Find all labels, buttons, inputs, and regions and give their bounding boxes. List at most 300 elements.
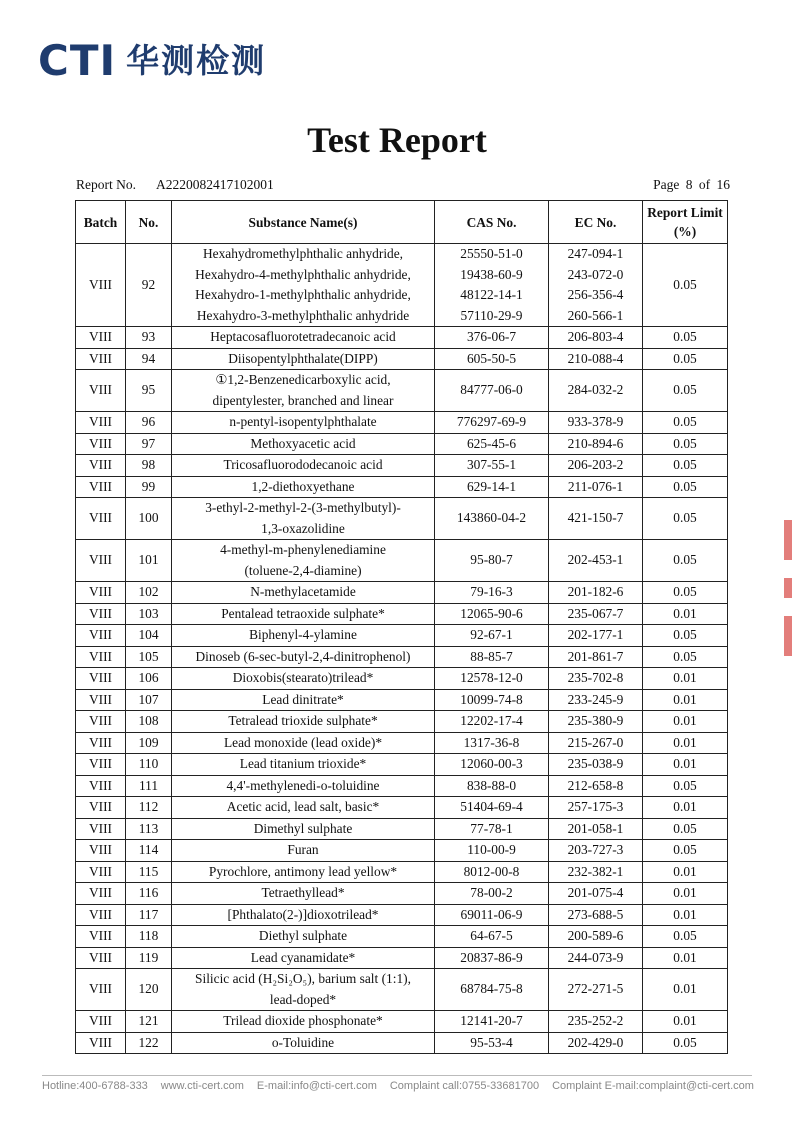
- cell-report-limit: 0.05: [643, 348, 728, 370]
- cell-ec-no: [549, 412, 643, 434]
- cell-cas-no: [435, 646, 549, 668]
- header-ec-no: EC No.: [549, 201, 643, 244]
- table-row: [76, 969, 728, 1011]
- cell-no: 110: [126, 754, 172, 776]
- cell-substance-name: [172, 969, 435, 1011]
- cell-cas-no-line: 79-16-3: [470, 584, 513, 599]
- cell-substance-name-line: 3-ethyl-2-methyl-2-(3-methylbutyl)-: [205, 500, 401, 515]
- cell-batch: VIII: [76, 883, 126, 905]
- cell-batch: VIII: [76, 582, 126, 604]
- cell-ec-no-line: 203-727-3: [567, 842, 624, 857]
- cell-ec-no: [549, 625, 643, 647]
- cell-no: 114: [126, 840, 172, 862]
- page-indicator: [650, 176, 730, 194]
- cell-substance-name: [172, 1011, 435, 1033]
- cell-cas-no: [435, 603, 549, 625]
- table-row: [76, 646, 728, 668]
- cell-ec-no-line: 202-429-0: [567, 1034, 624, 1050]
- cell-substance-name: [172, 540, 435, 582]
- cell-substance-name-line: Hexahydro-4-methylphthalic anhydride,: [195, 266, 411, 282]
- cell-substance-name-line: Pentalead tetraoxide sulphate*: [221, 605, 385, 621]
- cell-report-limit: 0.01: [643, 904, 728, 926]
- cell-ec-no: [549, 668, 643, 690]
- table-row: [76, 797, 728, 819]
- cell-ec-no-line: 211-076-1: [567, 478, 624, 494]
- cell-ec-no-line: 257-175-3: [567, 799, 624, 814]
- cell-batch: VIII: [76, 711, 126, 733]
- cell-report-limit: 0.01: [643, 947, 728, 969]
- cell-substance-name: [172, 498, 435, 540]
- cell-report-limit: 0.05: [643, 582, 728, 604]
- cell-cas-no: [435, 861, 549, 883]
- cell-batch: VIII: [76, 775, 126, 797]
- table-row: [76, 775, 728, 797]
- cell-batch: VIII: [76, 625, 126, 647]
- cell-ec-no: [549, 861, 643, 883]
- cell-ec-no: [549, 926, 643, 948]
- cell-ec-no-line: 284-032-2: [567, 382, 624, 398]
- page-title: Test Report: [307, 120, 487, 160]
- cell-substance-name: [172, 476, 435, 498]
- logo-chinese-text: 华测检测: [126, 41, 267, 80]
- table-row: [76, 540, 728, 582]
- cell-ec-no: [549, 476, 643, 498]
- cell-substance-name-line: [Phthalato(2-)]dioxotrilead*: [227, 906, 379, 922]
- cell-ec-no: [549, 775, 643, 797]
- cell-batch: VIII: [76, 370, 126, 412]
- cell-cas-no: [435, 689, 549, 711]
- cell-ec-no-line: 235-380-9: [567, 713, 624, 728]
- cell-ec-no: [549, 244, 643, 327]
- cell-substance-name-line: Hexahydro-1-methylphthalic anhydride,: [195, 287, 411, 302]
- cell-ec-no: [549, 646, 643, 668]
- cell-ec-no: [549, 433, 643, 455]
- table-row: [76, 926, 728, 948]
- cell-cas-no-line: 10099-74-8: [460, 691, 523, 707]
- header-report-limit: Report Limit (%): [643, 201, 728, 244]
- cell-cas-no-line: 12060-00-3: [460, 756, 523, 771]
- cell-substance-name-line: Biphenyl-4-ylamine: [249, 627, 357, 642]
- cell-report-limit: 0.05: [643, 498, 728, 540]
- cell-ec-no: [549, 603, 643, 625]
- cell-substance-name: [172, 689, 435, 711]
- cell-cas-no-line: 68784-75-8: [460, 981, 523, 997]
- cell-substance-name: [172, 646, 435, 668]
- cell-cas-no: [435, 818, 549, 840]
- cell-ec-no: [549, 498, 643, 540]
- cell-no: 96: [126, 412, 172, 434]
- logo-cti-text: CTI: [38, 36, 117, 85]
- cell-no: 115: [126, 861, 172, 883]
- cell-ec-no-line: 201-182-6: [567, 584, 624, 599]
- cell-substance-name-line: Dimethyl sulphate: [253, 820, 353, 836]
- cell-ec-no: [549, 348, 643, 370]
- cell-batch: VIII: [76, 689, 126, 711]
- table-row: [76, 603, 728, 625]
- cell-ec-no-line: 206-803-4: [567, 329, 624, 344]
- cell-batch: VIII: [76, 1032, 126, 1054]
- cell-no: 117: [126, 904, 172, 926]
- cell-ec-no-line: 201-075-4: [567, 885, 624, 900]
- table-body: [76, 244, 728, 1054]
- cell-batch: VIII: [76, 754, 126, 776]
- cell-substance-name: [172, 947, 435, 969]
- cell-substance-name-line: Acetic acid, lead salt, basic*: [226, 799, 380, 814]
- cell-batch: VIII: [76, 476, 126, 498]
- cell-ec-no: [549, 840, 643, 862]
- cell-cas-no: [435, 754, 549, 776]
- cell-substance-name-line: Tricosafluorododecanoic acid: [223, 457, 383, 472]
- cell-report-limit: 0.01: [643, 754, 728, 776]
- cell-ec-no: [549, 797, 643, 819]
- cell-batch: VIII: [76, 433, 126, 455]
- cell-no: 101: [126, 540, 172, 582]
- cell-no: 94: [126, 348, 172, 370]
- cell-report-limit: 0.05: [643, 476, 728, 498]
- cell-ec-no-line: 421-150-7: [567, 510, 624, 526]
- cell-substance-name-line: Heptacosafluorotetradecanoic acid: [210, 329, 396, 344]
- cell-ec-no: [549, 818, 643, 840]
- cell-report-limit: 0.01: [643, 732, 728, 754]
- header-no: No.: [126, 201, 172, 244]
- side-stamp-mark: [784, 520, 794, 670]
- cell-substance-name: [172, 668, 435, 690]
- cell-ec-no-line: 247-094-1: [567, 246, 624, 261]
- cell-no: 108: [126, 711, 172, 733]
- cell-cas-no-line: 25550-51-0: [460, 246, 523, 261]
- cell-substance-name: [172, 861, 435, 883]
- cell-batch: VIII: [76, 797, 126, 819]
- cell-substance-name-line: Dioxobis(stearato)trilead*: [232, 670, 374, 685]
- cell-cas-no: [435, 711, 549, 733]
- page-word: Page: [653, 177, 680, 192]
- header-batch: Batch: [76, 201, 126, 244]
- cell-report-limit: 0.01: [643, 969, 728, 1011]
- cell-no: 120: [126, 969, 172, 1011]
- cell-substance-name: [172, 370, 435, 412]
- cell-report-limit: 0.05: [643, 625, 728, 647]
- cell-cas-no: [435, 926, 549, 948]
- cell-no: 102: [126, 582, 172, 604]
- cell-batch: VIII: [76, 668, 126, 690]
- cell-substance-name: [172, 883, 435, 905]
- cell-ec-no-line: 243-072-0: [567, 266, 624, 282]
- cell-batch: VIII: [76, 926, 126, 948]
- cell-cas-no: [435, 327, 549, 349]
- report-number: [76, 176, 274, 194]
- cell-cas-no: [435, 840, 549, 862]
- cell-cas-no-line: 629-14-1: [466, 478, 517, 494]
- cell-report-limit: 0.05: [643, 433, 728, 455]
- cell-cas-no-line: 64-67-5: [470, 928, 513, 943]
- cell-cas-no-line: 1317-36-8: [463, 734, 520, 750]
- cell-report-limit: 0.01: [643, 797, 728, 819]
- cell-cas-no: [435, 1032, 549, 1054]
- table-row: [76, 904, 728, 926]
- table-row: [76, 412, 728, 434]
- cell-ec-no-line: 206-203-2: [567, 457, 624, 472]
- table-row: [76, 947, 728, 969]
- cell-substance-name-line: Lead monoxide (lead oxide)*: [223, 734, 383, 750]
- cell-cas-no-line: 95-80-7: [470, 552, 513, 568]
- cell-no: 113: [126, 818, 172, 840]
- cell-substance-name: [172, 412, 435, 434]
- cell-cas-no: [435, 433, 549, 455]
- cell-cas-no: [435, 883, 549, 905]
- cell-ec-no-line: 201-058-1: [567, 820, 624, 836]
- cell-report-limit: 0.05: [643, 775, 728, 797]
- cell-ec-no-line: 256-356-4: [567, 287, 624, 302]
- cell-cas-no-line: 12578-12-0: [460, 670, 523, 685]
- cell-no: 103: [126, 603, 172, 625]
- cell-batch: VIII: [76, 840, 126, 862]
- report-number-label: Report No.: [76, 177, 136, 192]
- cell-ec-no: [549, 904, 643, 926]
- cell-no: 118: [126, 926, 172, 948]
- cell-batch: VIII: [76, 327, 126, 349]
- cell-no: 98: [126, 455, 172, 477]
- cell-batch: VIII: [76, 455, 126, 477]
- cell-cas-no: [435, 732, 549, 754]
- cell-ec-no-line: 215-267-0: [567, 734, 624, 750]
- table-row: [76, 327, 728, 349]
- page-current: 8: [685, 177, 693, 192]
- table-row: [76, 455, 728, 477]
- cell-substance-name: [172, 327, 435, 349]
- footer-complaint-email[interactable]: Complaint E-mail:complaint@cti-cert.com: [552, 1080, 754, 1092]
- cell-ec-no-line: 200-589-6: [567, 928, 624, 943]
- cell-cas-no: [435, 1011, 549, 1033]
- cell-substance-name-line: Silicic acid (H₂Si₂O₅), barium salt (1:1),: [195, 971, 411, 986]
- cell-substance-name-line: lead-doped*: [269, 991, 337, 1007]
- cell-cas-no-line: 605-50-5: [466, 350, 517, 366]
- cell-substance-name-line: Hexahydro-3-methylphthalic anhydride: [196, 307, 410, 323]
- cell-ec-no: [549, 540, 643, 582]
- cell-cas-no-line: 12065-90-6: [460, 605, 523, 621]
- table-row: [76, 883, 728, 905]
- cell-cas-no-line: 78-00-2: [470, 885, 513, 900]
- table-row: [76, 1011, 728, 1033]
- cell-no: 99: [126, 476, 172, 498]
- cell-substance-name: [172, 754, 435, 776]
- cell-ec-no: [549, 883, 643, 905]
- table-row: [76, 711, 728, 733]
- cell-ec-no-line: 210-894-6: [567, 435, 624, 451]
- cell-substance-name-line: Diisopentylphthalate(DIPP): [228, 350, 378, 366]
- footer: [42, 1080, 754, 1092]
- cell-substance-name: [172, 732, 435, 754]
- cell-report-limit: 0.05: [643, 1032, 728, 1054]
- cell-ec-no-line: 235-252-2: [567, 1013, 624, 1028]
- cell-cas-no: [435, 540, 549, 582]
- cell-cas-no-line: 19438-60-9: [460, 266, 523, 282]
- cell-cas-no: [435, 412, 549, 434]
- cell-cas-no-line: 776297-69-9: [456, 414, 527, 429]
- cell-batch: VIII: [76, 348, 126, 370]
- cell-substance-name-line: Tetraethyllead*: [261, 885, 345, 900]
- table-row: [76, 370, 728, 412]
- cell-report-limit: 0.01: [643, 603, 728, 625]
- cell-ec-no: [549, 582, 643, 604]
- cell-substance-name-line: dipentylester, branched and linear: [212, 392, 394, 408]
- cell-no: 105: [126, 646, 172, 668]
- cell-report-limit: 0.01: [643, 668, 728, 690]
- cell-substance-name: [172, 625, 435, 647]
- cell-report-limit: 0.05: [643, 327, 728, 349]
- cell-substance-name: [172, 582, 435, 604]
- table-row: [76, 1032, 728, 1054]
- cell-substance-name-line: 1,3-oxazolidine: [261, 520, 345, 536]
- cell-cas-no: [435, 947, 549, 969]
- cell-no: 93: [126, 327, 172, 349]
- cell-cas-no-line: 307-55-1: [466, 457, 517, 472]
- cell-no: 111: [126, 775, 172, 797]
- cell-substance-name-line: n-pentyl-isopentylphthalate: [229, 414, 377, 429]
- table-row: [76, 818, 728, 840]
- cell-no: 92: [126, 244, 172, 327]
- cell-cas-no-line: 12141-20-7: [460, 1013, 523, 1028]
- cell-batch: VIII: [76, 540, 126, 582]
- cell-report-limit: 0.01: [643, 861, 728, 883]
- cell-cas-no-line: 376-06-7: [466, 329, 517, 344]
- cell-substance-name-line: Trilead dioxide phosphonate*: [223, 1013, 383, 1028]
- cell-ec-no: [549, 455, 643, 477]
- cell-ec-no: [549, 969, 643, 1011]
- cell-substance-name-line: Diethyl sulphate: [258, 928, 348, 943]
- cell-cas-no: [435, 370, 549, 412]
- cell-cas-no: [435, 348, 549, 370]
- footer-divider: [42, 1075, 752, 1076]
- cell-substance-name: [172, 797, 435, 819]
- cell-no: 100: [126, 498, 172, 540]
- cell-substance-name-line: (toluene-2,4-diamine): [244, 562, 362, 578]
- cell-batch: VIII: [76, 904, 126, 926]
- cell-report-limit: 0.01: [643, 689, 728, 711]
- cell-ec-no-line: 260-566-1: [567, 307, 624, 323]
- cell-ec-no-line: 233-245-9: [567, 691, 624, 707]
- cell-no: 106: [126, 668, 172, 690]
- table-row: [76, 689, 728, 711]
- header-substance-name: Substance Name(s): [172, 201, 435, 244]
- cell-no: 116: [126, 883, 172, 905]
- cell-batch: VIII: [76, 732, 126, 754]
- cell-batch: VIII: [76, 969, 126, 1011]
- cell-cas-no-line: 95-53-4: [470, 1034, 513, 1050]
- cell-batch: VIII: [76, 947, 126, 969]
- cell-batch: VIII: [76, 244, 126, 327]
- cell-batch: VIII: [76, 818, 126, 840]
- cell-substance-name-line: Dinoseb (6-sec-butyl-2,4-dinitrophenol): [195, 648, 411, 664]
- table-header-row: [76, 201, 728, 244]
- cell-substance-name: [172, 348, 435, 370]
- table-row: [76, 476, 728, 498]
- cell-cas-no: [435, 625, 549, 647]
- cell-substance-name: [172, 244, 435, 327]
- footer-hotline: Hotline:400-6788-333: [42, 1080, 148, 1092]
- cell-no: 97: [126, 433, 172, 455]
- cell-substance-name: [172, 455, 435, 477]
- cell-ec-no: [549, 370, 643, 412]
- cell-ec-no-line: 235-038-9: [567, 756, 624, 771]
- cell-ec-no: [549, 1032, 643, 1054]
- table-row: [76, 244, 728, 327]
- cell-ec-no-line: 272-271-5: [567, 981, 624, 997]
- table-row: [76, 861, 728, 883]
- cell-cas-no: [435, 668, 549, 690]
- cell-no: 104: [126, 625, 172, 647]
- cell-report-limit: 0.01: [643, 1011, 728, 1033]
- header-cas-no: CAS No.: [435, 201, 549, 244]
- cell-batch: VIII: [76, 412, 126, 434]
- cell-substance-name-line: Hexahydromethylphthalic anhydride,: [202, 246, 404, 261]
- cell-ec-no-line: 235-067-7: [567, 605, 624, 621]
- cell-batch: VIII: [76, 603, 126, 625]
- cell-cas-no: [435, 904, 549, 926]
- report-number-value: A2220082417102001: [156, 177, 274, 192]
- cell-cas-no: [435, 498, 549, 540]
- cell-substance-name-line: 4,4'-methylenedi-o-toluidine: [226, 777, 380, 793]
- footer-website[interactable]: www.cti-cert.com: [160, 1080, 244, 1092]
- cell-report-limit: 0.01: [643, 883, 728, 905]
- cell-substance-name-line: Tetralead trioxide sulphate*: [228, 713, 378, 728]
- cell-cas-no: [435, 969, 549, 1011]
- cell-batch: VIII: [76, 646, 126, 668]
- cell-ec-no-line: 202-177-1: [567, 627, 624, 642]
- cell-substance-name-line: 4-methyl-m-phenylenediamine: [220, 542, 386, 557]
- cell-ec-no-line: 212-658-8: [567, 777, 624, 793]
- cell-no: 107: [126, 689, 172, 711]
- cell-substance-name-line: Pyrochlore, antimony lead yellow*: [208, 863, 398, 879]
- cell-no: 121: [126, 1011, 172, 1033]
- cell-report-limit: 0.05: [643, 646, 728, 668]
- cell-cas-no-line: 77-78-1: [470, 820, 513, 836]
- cell-batch: VIII: [76, 498, 126, 540]
- cell-report-limit: 0.05: [643, 818, 728, 840]
- cell-report-limit: 0.05: [643, 540, 728, 582]
- cell-ec-no: [549, 327, 643, 349]
- cell-cas-no-line: 20837-86-9: [460, 949, 523, 965]
- cell-cas-no-line: 110-00-9: [467, 842, 516, 857]
- cell-report-limit: 0.01: [643, 711, 728, 733]
- cell-ec-no-line: 235-702-8: [567, 670, 624, 685]
- table-row: [76, 582, 728, 604]
- footer-email[interactable]: E-mail:info@cti-cert.com: [256, 1080, 377, 1092]
- cell-substance-name-line: ①1,2-Benzenedicarboxylic acid,: [215, 372, 391, 387]
- table-row: [76, 754, 728, 776]
- cell-cas-no: [435, 775, 549, 797]
- cell-substance-name-line: Lead dinitrate*: [262, 691, 344, 707]
- cell-substance-name: [172, 775, 435, 797]
- cell-substance-name-line: Lead titanium trioxide*: [239, 756, 367, 771]
- cell-substance-name: [172, 1032, 435, 1054]
- cell-cas-no-line: 57110-29-9: [460, 307, 523, 323]
- cell-substance-name-line: Lead cyanamidate*: [250, 949, 356, 965]
- cell-ec-no-line: 201-861-7: [567, 648, 624, 664]
- cell-substance-name: [172, 433, 435, 455]
- cell-ec-no: [549, 947, 643, 969]
- cell-cas-no-line: 92-67-1: [470, 627, 513, 642]
- cell-report-limit: 0.05: [643, 926, 728, 948]
- cell-substance-name: [172, 926, 435, 948]
- cell-ec-no-line: 232-382-1: [567, 863, 624, 879]
- cell-report-limit: 0.05: [643, 412, 728, 434]
- cell-cas-no-line: 625-45-6: [466, 435, 517, 451]
- cell-report-limit: 0.05: [643, 244, 728, 327]
- cell-report-limit: 0.05: [643, 840, 728, 862]
- table-row: [76, 732, 728, 754]
- page-total: 16: [716, 177, 730, 192]
- cell-substance-name: [172, 904, 435, 926]
